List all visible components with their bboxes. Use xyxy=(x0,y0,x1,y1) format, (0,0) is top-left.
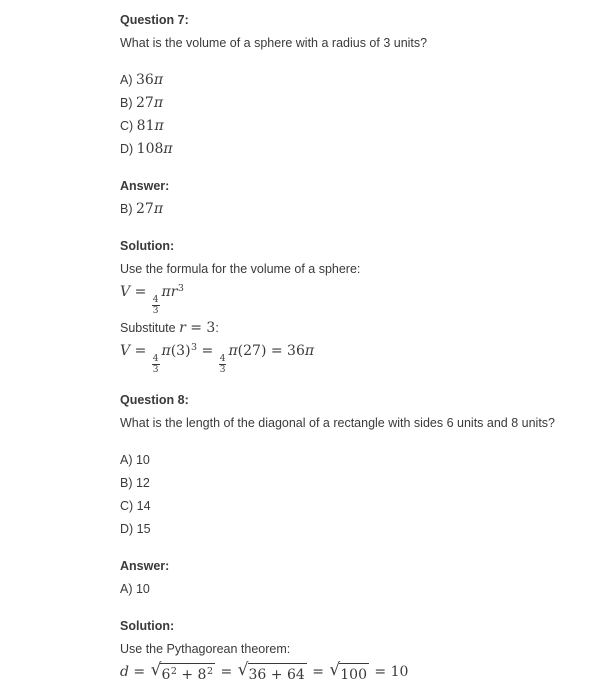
option-value: 14 xyxy=(136,499,151,514)
math-token: = 10 xyxy=(369,664,409,681)
math-token: 36 xyxy=(135,72,154,88)
solution-text: : xyxy=(215,320,219,335)
math-token: π xyxy=(161,342,171,359)
math-token: = xyxy=(307,664,329,681)
solution-line xyxy=(120,258,610,281)
math-token: π xyxy=(153,72,164,88)
math-expression xyxy=(120,283,184,317)
math-token: 27 xyxy=(135,95,154,111)
spacer xyxy=(120,435,610,449)
math-token: = xyxy=(197,342,218,359)
math-token: r xyxy=(170,284,178,300)
answer-heading: Answer: xyxy=(120,559,170,574)
question-prompt: What is the volume of a sphere with a radius of 3 units? xyxy=(120,36,428,50)
solution-line xyxy=(120,340,610,376)
math-token: π xyxy=(161,284,171,300)
math-token: π xyxy=(228,342,238,359)
solution-heading: Solution: xyxy=(120,619,175,634)
math-token: 3 xyxy=(191,341,198,353)
spacer xyxy=(120,161,610,175)
option-label: C) xyxy=(120,119,137,133)
math-expression xyxy=(179,320,215,336)
option-c xyxy=(120,115,610,138)
option-value: 12 xyxy=(135,476,150,491)
option-value: 10 xyxy=(135,453,150,468)
options-list xyxy=(120,69,610,161)
solution-line xyxy=(120,281,610,317)
solution-lines xyxy=(120,258,610,375)
option-label: D) xyxy=(120,142,137,156)
question-7-section xyxy=(120,9,610,375)
option-label: A) xyxy=(120,582,136,597)
math-expression xyxy=(120,341,315,376)
math-token: 100 xyxy=(340,667,367,684)
solution-text: Substitute xyxy=(120,320,180,335)
solution-text: Use the Pythagorean theorem: xyxy=(120,642,291,657)
option-label: B) xyxy=(120,476,136,491)
math-token: √ $6^2 + 8^2$ xyxy=(151,663,215,688)
option-label: A) xyxy=(120,73,136,87)
math-expression xyxy=(137,141,173,157)
option-b xyxy=(120,92,610,115)
math-token: r xyxy=(179,319,186,336)
math-token: (27) = 36 xyxy=(237,342,305,359)
math-token: $\frac{4}{3}$ xyxy=(152,295,159,317)
math-token: π xyxy=(154,118,164,134)
solution-line xyxy=(120,638,610,661)
math-token: √ 100 xyxy=(329,663,369,687)
question-8-section xyxy=(120,389,610,688)
spacer xyxy=(120,55,610,69)
option-a xyxy=(120,449,610,472)
math-token: V xyxy=(120,342,131,359)
solution-line xyxy=(120,661,610,688)
math-expression xyxy=(136,72,163,88)
math-expression xyxy=(136,201,163,217)
math-token: π xyxy=(304,342,315,359)
option-a xyxy=(120,69,610,92)
spacer xyxy=(120,221,610,235)
answer-value xyxy=(120,198,610,221)
math-token: $\frac{4}{3}$ xyxy=(152,353,159,376)
math-token: 2 xyxy=(170,666,177,678)
option-value: 15 xyxy=(136,522,151,537)
option-d xyxy=(120,138,610,161)
math-token: 3 xyxy=(177,283,184,294)
spacer xyxy=(120,541,610,555)
option-label: D) xyxy=(120,522,137,537)
math-token: π xyxy=(153,201,164,217)
option-b xyxy=(120,472,610,495)
math-token: 36 + 64 xyxy=(248,667,305,684)
math-token: = xyxy=(130,342,151,359)
option-value: 10 xyxy=(135,582,150,597)
option-label: C) xyxy=(120,499,137,514)
math-expression xyxy=(120,659,409,684)
option-c xyxy=(120,495,610,518)
spacer xyxy=(120,601,610,615)
answer-heading: Answer: xyxy=(120,179,170,193)
solution-heading: Solution: xyxy=(120,239,175,253)
solution-lines xyxy=(120,638,610,688)
option-d xyxy=(120,518,610,541)
math-token: 27 xyxy=(135,201,154,217)
math-token: = 3 xyxy=(185,319,216,336)
math-token: π xyxy=(163,141,173,157)
math-token: 6 xyxy=(161,667,171,684)
question-title: Question 8: xyxy=(120,393,189,408)
option-label: A) xyxy=(120,453,136,468)
math-token: 81 xyxy=(136,118,155,134)
math-token: = xyxy=(130,284,151,300)
options-list xyxy=(120,449,610,541)
solution-text: Use the formula for the volume of a sphere: xyxy=(120,262,361,276)
math-token: π xyxy=(153,95,164,111)
math-token: 108 xyxy=(136,141,164,157)
question-title: Question 7: xyxy=(120,13,189,27)
spacer xyxy=(120,375,610,389)
question-prompt: What is the length of the diagonal of a rectangle with sides 6 units and 8 units? xyxy=(120,416,555,431)
option-label: B) xyxy=(120,96,136,110)
math-token: d xyxy=(120,664,129,681)
math-token: 2 xyxy=(206,666,214,678)
answer-value xyxy=(120,578,610,601)
solution-line xyxy=(120,317,610,340)
math-token: + 8 xyxy=(176,667,207,684)
math-token: = xyxy=(128,664,150,681)
math-token: √ 36 + 64 xyxy=(238,663,307,687)
math-token: = xyxy=(216,664,237,681)
option-label: B) xyxy=(120,202,136,216)
math-token: V xyxy=(120,284,131,300)
math-token: $\frac{4}{3}$ xyxy=(219,353,226,376)
math-expression xyxy=(137,118,164,134)
math-token: (3) xyxy=(170,342,191,359)
math-expression xyxy=(136,95,163,111)
